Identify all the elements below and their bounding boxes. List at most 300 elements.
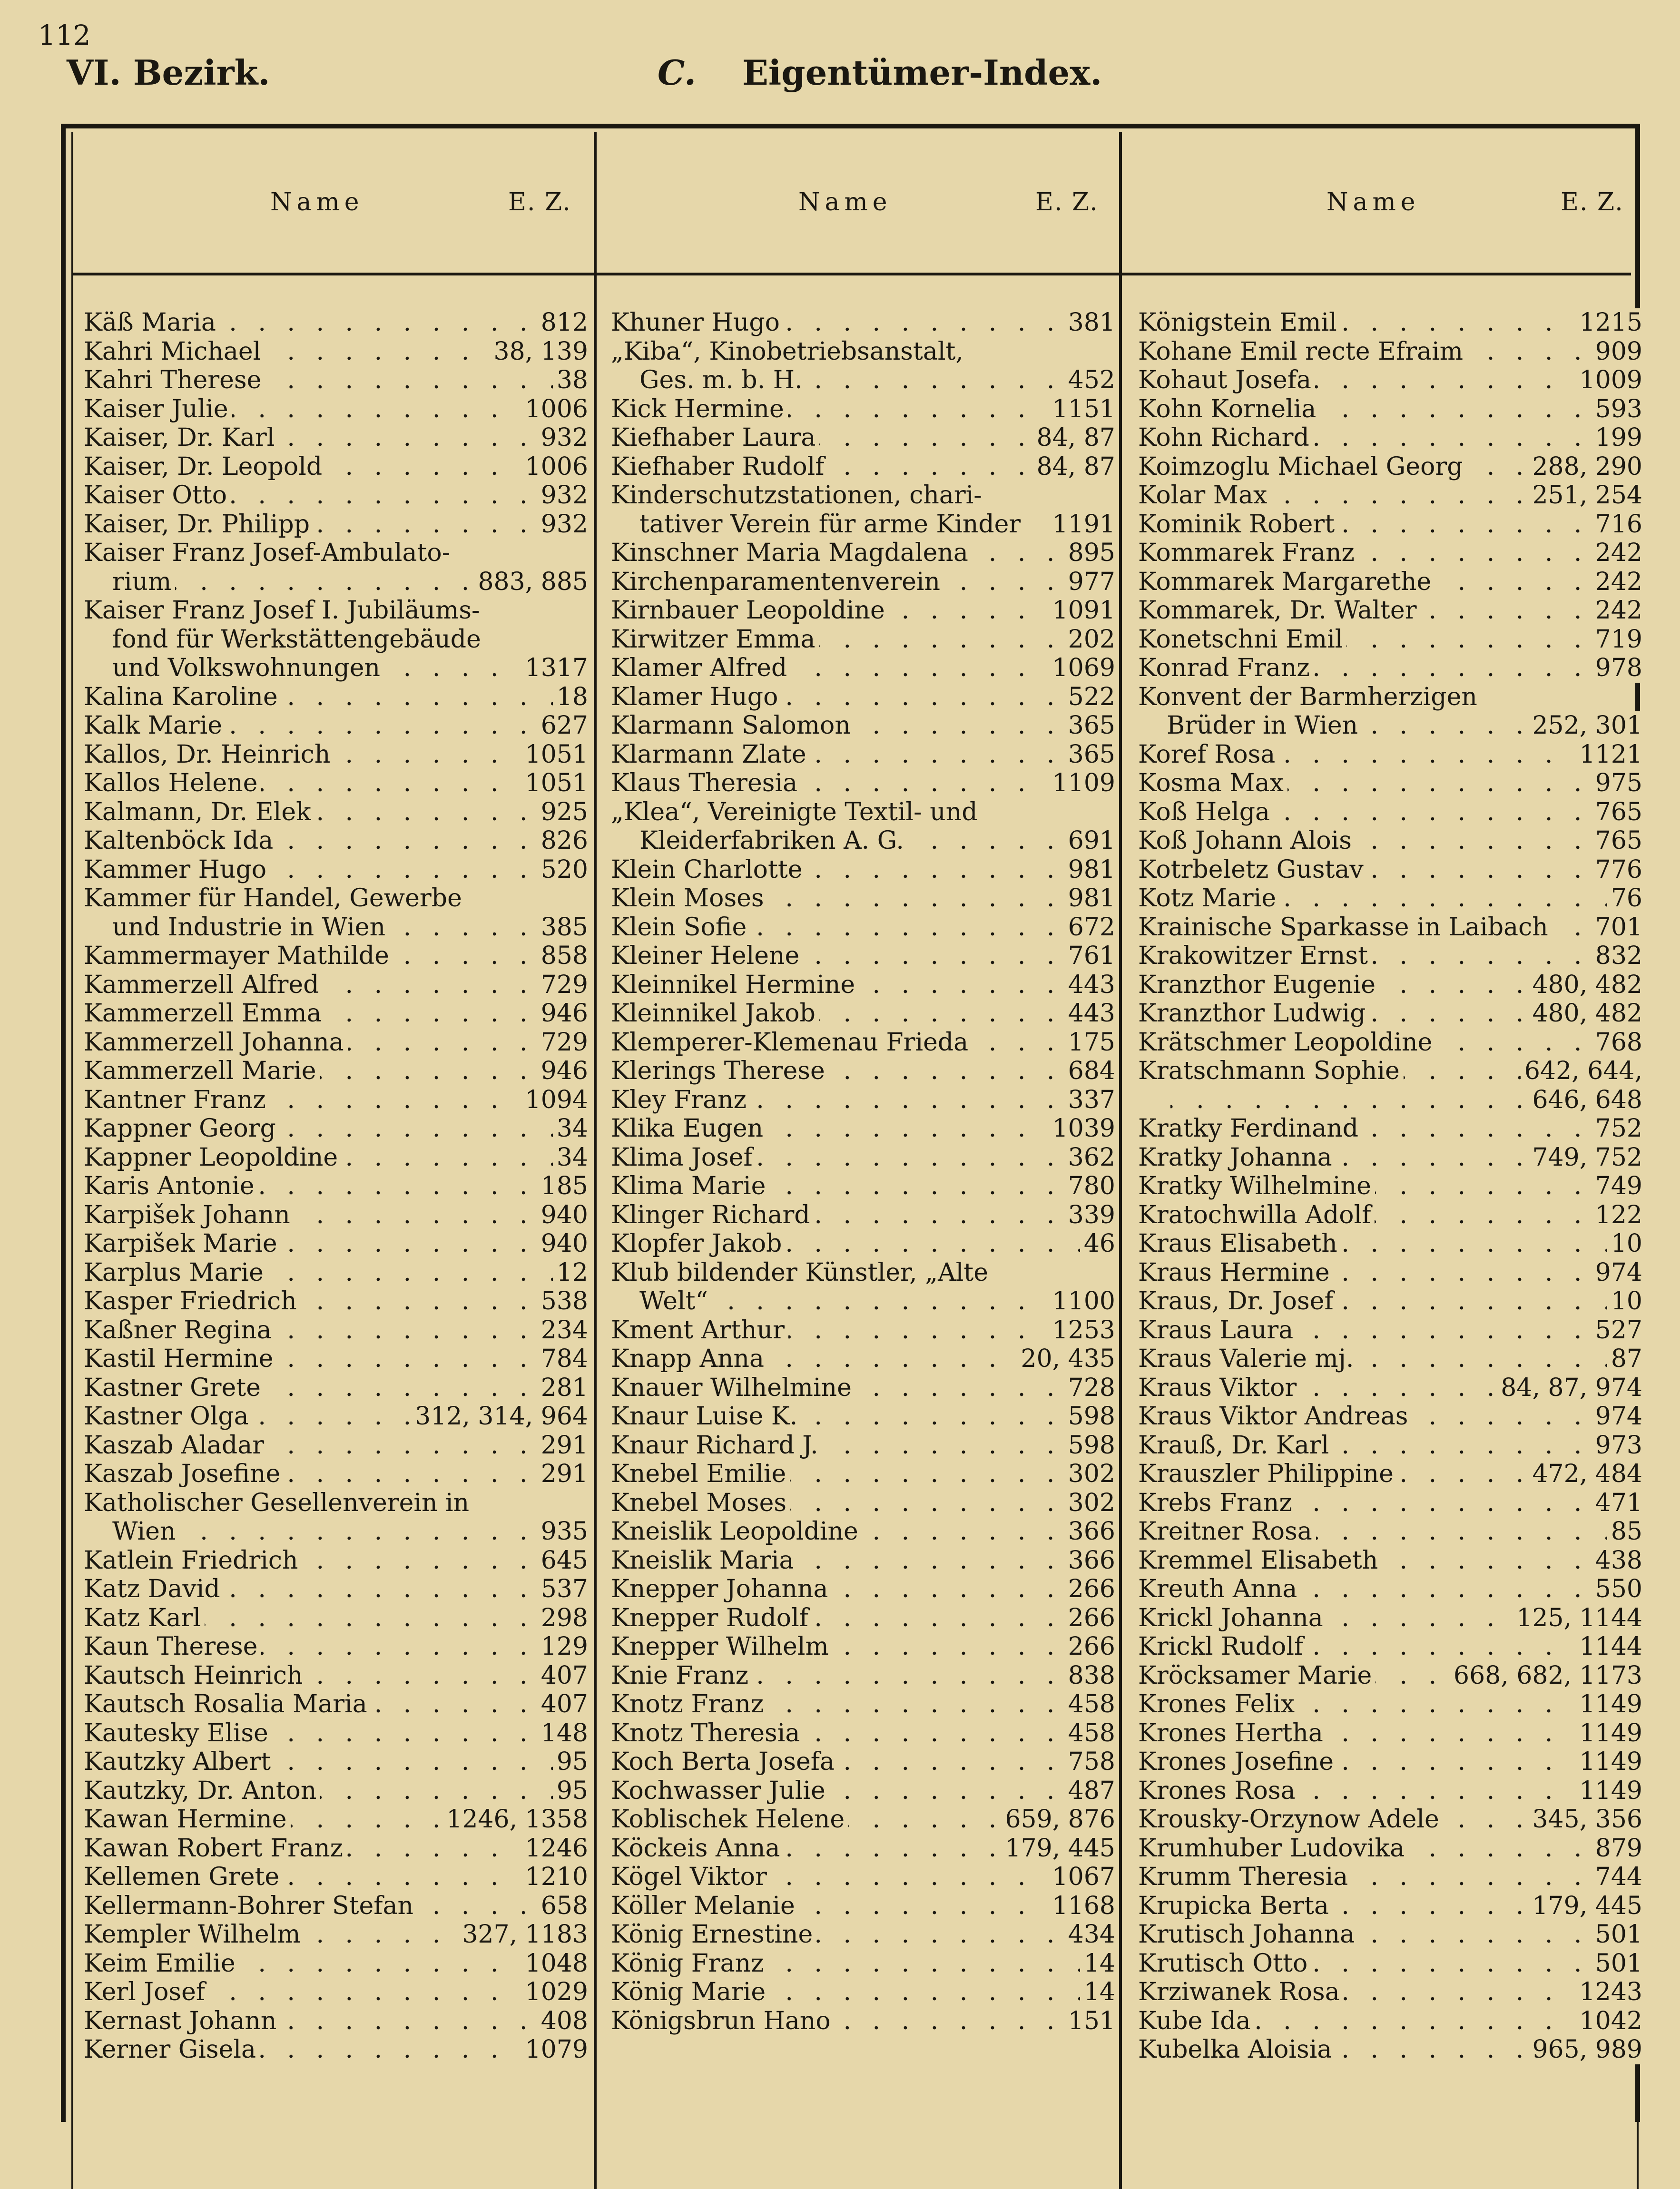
index-entry [84,1978,588,2007]
owner-name: Knepper Wilhelm [611,1632,833,1661]
owner-name: Kellemen Grete [84,1863,283,1891]
owner-name: Kasper Friedrich [84,1287,301,1315]
owner-name: Karplus Marie [84,1258,267,1287]
ez-number: 20, 435 [1017,1345,1115,1374]
index-entry [1138,1345,1642,1374]
ez-number: 1168 [1049,1892,1115,1921]
index-entry [1138,1690,1642,1719]
ez-number: 684 [1064,1057,1115,1086]
index-entry [1138,1978,1642,2007]
index-entry [611,1287,1115,1316]
owner-name: Koß Helga [1138,798,1274,826]
owner-name: König Franz [611,1949,768,1978]
ez-number: 302 [1064,1489,1115,1518]
owner-name: Kratky Wilhelmine [1138,1172,1375,1200]
ez-number: 407 [537,1661,588,1690]
ez-number: 1094 [521,1086,588,1115]
index-entry [84,1719,588,1748]
index-entry [84,1172,588,1201]
owner-name: Kubelka Aloisia [1138,2035,1336,2064]
index-entry [1138,596,1642,625]
ez-number: 729 [537,1028,588,1057]
ez-number: 1091 [1049,596,1115,625]
ez-number: 175 [1064,1028,1115,1057]
index-entry [84,1863,588,1892]
owner-name: Knebel Moses [611,1489,790,1517]
owner-name: Katholischer Gesellenverein in [84,1489,473,1517]
ez-number: 1243 [1576,1978,1642,2007]
owner-name: Kominik Robert [1138,510,1338,539]
ez-number: 501 [1592,1949,1642,1978]
owner-name: Kotrbeletz Gustav [1138,855,1367,884]
owner-name: Klinger Richard [611,1201,814,1229]
index-entry [1138,1920,1642,1949]
owner-name: Kappner Georg [84,1114,280,1143]
ez-number: 1215 [1576,308,1642,337]
ez-number: 749 [1592,1172,1642,1201]
index-entry [84,1143,588,1172]
index-entry [1138,942,1642,971]
owner-name: rium [84,568,175,596]
index-entry [1138,1863,1642,1892]
ez-number: 520 [537,855,588,884]
owner-name: Kellermann-Bohrer Stefan [84,1892,417,1920]
index-entry [611,1086,1115,1115]
index-entry [611,884,1115,913]
index-entry [611,1143,1115,1172]
index-entry [1138,1316,1642,1345]
owner-name: Klima Marie [611,1172,769,1200]
ez-number: 1210 [521,1863,588,1892]
owner-name: Keim Emilie [84,1949,239,1978]
index-entry [84,1834,588,1863]
ez-number: 443 [1064,999,1115,1028]
ez-number: 1051 [521,740,588,769]
ez-number: 1009 [1576,366,1642,395]
owner-name: Kraus Hermine [1138,1258,1334,1287]
ez-number: 895 [1064,539,1115,568]
owner-name: Kratky Ferdinand [1138,1114,1362,1143]
index-entry [611,913,1115,942]
ez-number: 932 [537,423,588,452]
ez-number: 266 [1064,1604,1115,1633]
owner-name: Klamer Hugo [611,683,782,711]
index-entry [611,1834,1115,1863]
owner-name: Kantner Franz [84,1086,270,1114]
owner-name: Kleinnikel Hermine [611,971,859,999]
ez-number: 1067 [1049,1863,1115,1892]
ez-number: 538 [537,1287,588,1316]
owner-name: Kempler Wilhelm [84,1920,305,1949]
ez-number: 909 [1592,337,1642,366]
owner-name: Klika Eugen [611,1114,767,1143]
ez-number: 480, 482 [1528,999,1642,1028]
ez-number: 672 [1064,913,1115,942]
owner-name: Krziwanek Rosa [1138,1978,1344,2006]
owner-name: Kammerzell Alfred [84,971,323,999]
owner-name: Kaiser Otto [84,481,231,510]
index-entry [1138,1604,1642,1633]
ez-number: 84, 87 [1033,452,1115,481]
index-entry [611,1489,1115,1518]
index-entry [1138,1028,1642,1057]
ez-number: 251, 254 [1528,481,1642,510]
owner-name: Klima Josef [611,1143,756,1172]
ez-number: 716 [1592,510,1642,539]
index-entry [611,1345,1115,1374]
index-entry [1138,1949,1642,1978]
index-entry [1138,826,1642,855]
ez-number: 1191 [1049,510,1115,539]
ez-number: 879 [1592,1834,1642,1863]
ez-number: 1317 [521,654,588,683]
owner-name: Klub bildender Künstler, „Alte [611,1258,992,1287]
index-entry [611,769,1115,798]
ez-number: 701 [1592,913,1642,942]
index-entry [611,1517,1115,1546]
index-entry [611,999,1115,1028]
index-entry [1138,1805,1642,1834]
owner-name: Kirwitzer Emma [611,625,819,654]
ez-number: 242 [1592,568,1642,597]
owner-name: Klein Charlotte [611,855,806,884]
owner-name: Kammer für Handel, Gewerbe [84,884,466,913]
ez-number: 202 [1064,625,1115,654]
index-entry [611,337,1115,366]
owner-name: Wien [84,1517,179,1546]
index-entry [611,1920,1115,1949]
owner-name: Kraus, Dr. Josef [1138,1287,1337,1315]
ez-number: 758 [1064,1747,1115,1777]
index-entry [611,711,1115,740]
index-column-1 [84,308,588,2064]
ez-number: 776 [1592,855,1642,884]
index-entry [1138,1460,1642,1489]
ez-number: 658 [537,1892,588,1921]
index-entry [84,971,588,1000]
owner-name: Kautsch Heinrich [84,1661,306,1690]
ez-number: 1149 [1576,1719,1642,1748]
owner-name: Kerl Josef [84,1978,209,2006]
ez-number: 266 [1064,1632,1115,1661]
ez-number: 458 [1064,1690,1115,1719]
owner-name: Krickl Rudolf [1138,1632,1307,1661]
ez-number: 327, 1183 [458,1920,588,1949]
ez-number: 501 [1592,1920,1642,1949]
ez-number: 148 [537,1719,588,1748]
owner-name: Krones Rosa [1138,1777,1299,1805]
ez-number: 84, 87, 974 [1497,1374,1642,1403]
index-entry [611,798,1115,827]
ez-number: 242 [1592,539,1642,568]
index-entry [1138,1575,1642,1604]
index-entry [611,1575,1115,1604]
owner-name: Kaiser, Dr. Philipp [84,510,314,539]
owner-name: tativer Verein für arme Kinder [611,510,1024,539]
ez-number: 471 [1592,1489,1642,1518]
ez-number: 935 [537,1517,588,1546]
ez-number: 14 [1080,1949,1115,1978]
owner-name: Karpišek Johann [84,1201,294,1229]
owner-name: Kolar Max [1138,481,1271,510]
index-entry [84,1892,588,1921]
ez-number: 365 [1064,740,1115,769]
owner-name: Kammerzell Emma [84,999,325,1028]
owner-name: Kratschmann Sophie [1138,1057,1404,1085]
owner-name: Klein Moses [611,884,768,913]
owner-name: Kratochwilla Adolf [1138,1201,1375,1229]
ez-number: 940 [537,1229,588,1258]
owner-name: Kastil Hermine [84,1345,277,1373]
owner-name: Kaszab Aladar [84,1431,268,1460]
ez-number: 14 [1080,1978,1115,2007]
ez-number: 1149 [1576,1747,1642,1777]
ez-number: 312, 314, 964 [411,1402,588,1431]
ez-number: 832 [1592,942,1642,971]
index-entry [84,1201,588,1230]
owner-name: und Volkswohnungen [84,654,384,682]
ez-number: 1042 [1576,2007,1642,2036]
owner-name: Krumm Theresia [1138,1863,1352,1891]
ez-number: 281 [537,1374,588,1403]
ez-number: 291 [537,1431,588,1460]
index-entry [84,625,588,654]
index-entry [1138,855,1642,884]
index-entry [84,1114,588,1143]
owner-name: Krauszler Philippine [1138,1460,1397,1488]
index-entry [84,423,588,452]
owner-name: Katz David [84,1575,224,1603]
owner-name: Kaltenböck Ida [84,826,277,855]
owner-name: Krickl Johanna [1138,1604,1327,1632]
ez-number: 34 [553,1114,588,1143]
index-entry [611,1201,1115,1230]
index-entry [611,1460,1115,1489]
owner-name: Kneislik Leopoldine [611,1517,862,1546]
index-entry [1138,884,1642,913]
owner-name: Kawan Robert Franz [84,1834,347,1863]
owner-name: Kneislik Maria [611,1546,797,1575]
ez-number: 768 [1592,1028,1642,1057]
index-entry [611,366,1115,395]
ez-number: 122 [1592,1201,1642,1230]
owner-name: Knebel Emilie [611,1460,790,1488]
owner-name: Koch Berta Josefa [611,1747,838,1776]
ez-number: 974 [1592,1258,1642,1287]
ez-number: 946 [537,1057,588,1086]
index-entry [1138,1402,1642,1431]
ez-number: 434 [1064,1920,1115,1949]
owner-name: Karis Antonie [84,1172,258,1200]
index-entry [611,1258,1115,1287]
owner-name: Kautsch Rosalia Maria [84,1690,371,1718]
index-entry [611,1114,1115,1143]
index-entry [84,1777,588,1806]
index-entry [84,1661,588,1690]
index-entry [611,423,1115,452]
index-entry [611,1632,1115,1661]
index-entry [1138,1287,1642,1316]
owner-name: Kallos Helene [84,769,261,797]
ez-number: 645 [537,1546,588,1575]
ez-number: 1109 [1049,769,1115,798]
owner-name: Kastner Grete [84,1374,265,1402]
ez-number: 381 [1064,308,1115,337]
index-entry [1138,1229,1642,1258]
owner-name: Karpišek Marie [84,1229,281,1258]
owner-name: und Industrie in Wien [84,913,389,942]
ez-number: 38, 139 [490,337,588,366]
ez-number: 668, 682, 1173 [1450,1661,1642,1690]
index-entry [1138,2035,1642,2064]
owner-name: Khuner Hugo [611,308,784,337]
index-entry [611,740,1115,769]
index-entry [611,1747,1115,1777]
ez-number: 642, 644, [1521,1057,1642,1086]
owner-name: Knepper Johanna [611,1575,832,1603]
owner-name: Kotz Marie [1138,884,1280,913]
index-entry [611,395,1115,424]
index-entry [611,942,1115,971]
index-entry [611,971,1115,1000]
ez-number: 365 [1064,711,1115,740]
index-entry [1138,481,1642,510]
ez-number: 95 [553,1747,588,1777]
ez-number: 627 [537,711,588,740]
index-column-2 [611,308,1115,2035]
frame-inner-line [71,132,73,2189]
ez-number: 458 [1064,1719,1115,1748]
ez-number: 151 [1064,2007,1115,2036]
ez-number: 85 [1607,1517,1642,1546]
index-entry [1138,1719,1642,1748]
owner-name: Kohane Emil recte Efraim [1138,337,1467,366]
owner-name: Krutisch Otto [1138,1949,1311,1978]
owner-name: Knie Franz [611,1661,752,1690]
owner-name: Kreitner Rosa [1138,1517,1316,1546]
owner-name: Klarmann Zlate [611,740,810,769]
index-entry [611,1719,1115,1748]
owner-name: Krupicka Berta [1138,1892,1333,1920]
index-entry [84,308,588,337]
index-entry [84,1949,588,1978]
index-entry [1138,1834,1642,1863]
index-entry [84,740,588,769]
owner-name: Kranzthor Ludwig [1138,999,1369,1028]
index-entry [611,1604,1115,1633]
index-entry [1138,1517,1642,1546]
ez-number: 487 [1064,1777,1115,1806]
ez-number: 302 [1064,1460,1115,1489]
owner-name: Kohaut Josefa [1138,366,1315,394]
ez-number: 366 [1064,1517,1115,1546]
owner-name: Kiefhaber Laura [611,423,819,452]
index-entry [611,452,1115,481]
ez-number: 1121 [1576,740,1642,769]
owner-name: Kögel Viktor [611,1863,771,1891]
index-entry [84,1374,588,1403]
owner-name: Krauß, Dr. Karl [1138,1431,1333,1460]
ez-number: 977 [1064,568,1115,597]
ez-number: 12 [553,1258,588,1287]
index-entry [611,1431,1115,1460]
owner-name: Kommarek Franz [1138,539,1358,567]
owner-name: Kaiser Julie [84,395,232,423]
owner-name: Kahri Therese [84,366,265,394]
index-entry [611,1949,1115,1978]
index-entry [84,913,588,942]
column-divider [594,132,597,2189]
ez-number: 858 [537,942,588,971]
owner-name: Kinderschutzstationen, chari- [611,481,986,510]
owner-name: Königstein Emil [1138,308,1341,337]
index-entry [1138,1374,1642,1403]
owner-name: Kammer Hugo [84,855,270,884]
ez-number: 527 [1592,1316,1642,1345]
index-entry [1138,1172,1642,1201]
ez-number: 234 [537,1316,588,1345]
index-entry [1138,913,1642,942]
index-entry [611,510,1115,539]
ez-number: 761 [1064,942,1115,971]
index-entry [611,1028,1115,1057]
ez-number: 1246, 1358 [442,1805,588,1834]
ez-number: 691 [1064,826,1115,855]
index-entry [84,1575,588,1604]
ez-number: 185 [537,1172,588,1201]
ez-number: 719 [1592,625,1642,654]
owner-name: Konetschni Emil [1138,625,1346,654]
header-ez-3: E. Z. [1561,188,1624,216]
index-entry [1138,999,1642,1028]
index-entry [1138,539,1642,568]
owner-name: Klerings Therese [611,1057,829,1085]
index-entry [1138,1057,1642,1086]
ez-number: 84, 87 [1033,423,1115,452]
index-entry [84,452,588,481]
owner-name: Kahri Michael [84,337,265,366]
ez-number: 812 [537,308,588,337]
ez-number: 1006 [521,452,588,481]
ez-number: 550 [1592,1575,1642,1604]
index-entry [84,596,588,625]
ez-number: 1246 [521,1834,588,1863]
ez-number: 1079 [521,2035,588,2064]
index-entry [84,1747,588,1777]
owner-name: Kammerzell Johanna [84,1028,348,1057]
owner-name: Krumhuber Ludovika [1138,1834,1408,1863]
owner-name: Kaiser Franz Josef-Ambulato- [84,539,454,567]
index-entry [1138,1114,1642,1143]
ez-number: 34 [553,1143,588,1172]
index-entry [611,2007,1115,2036]
owner-name: Koref Rosa [1138,740,1279,769]
ez-number: 179, 445 [1528,1892,1642,1921]
owner-name: Koimzoglu Michael Georg [1138,452,1467,481]
owner-name: Kleiner Helene [611,942,803,970]
ez-number: 965, 989 [1528,2035,1642,2064]
index-column-3 [1138,308,1642,2064]
index-entry [1138,1258,1642,1287]
index-entry [84,395,588,424]
ez-number: 1253 [1049,1316,1115,1345]
index-entry [1138,1143,1642,1172]
index-entry [1138,1489,1642,1518]
header-name-2: Name [798,188,892,216]
index-entry [1138,1086,1642,1115]
index-entry [611,1402,1115,1431]
ez-number: 744 [1592,1863,1642,1892]
